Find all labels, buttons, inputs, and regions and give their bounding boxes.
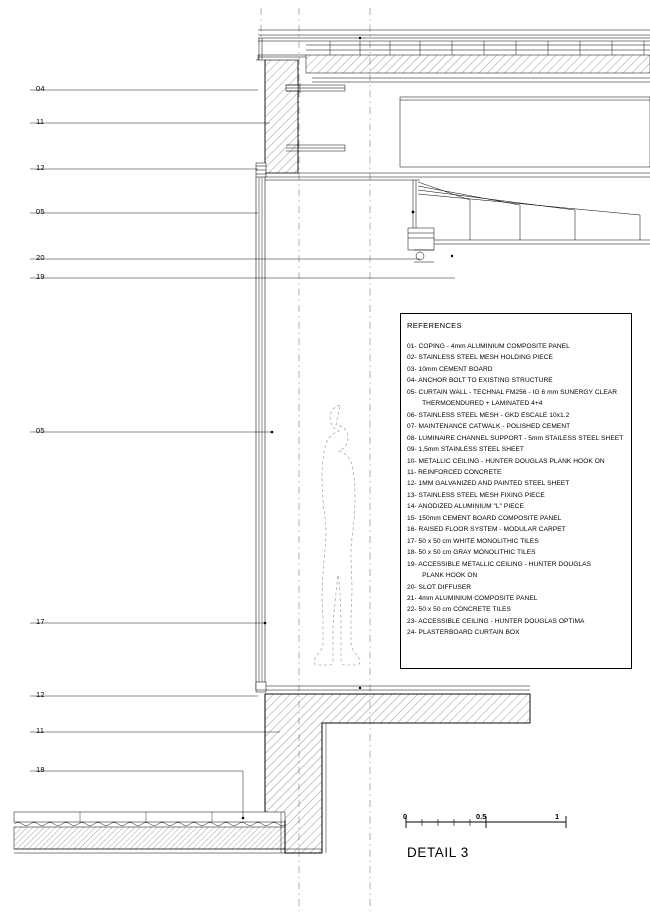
leader-label-12-top: 12 — [36, 163, 45, 172]
reference-item: 10- METALLIC CEILING - HUNTER DOUGLAS PLANK HOOK ON — [407, 457, 605, 465]
scale-bar-labels — [400, 812, 570, 824]
reference-item: 07- MAINTENANCE CATWALK - POLISHED CEMENT — [407, 423, 571, 431]
scale-label-1: 1 — [555, 812, 560, 821]
leader-label-11-top: 11 — [36, 117, 45, 126]
reference-item: 03- 10mm CEMENT BOARD — [407, 365, 493, 373]
leader-label-05-mid: 05 — [36, 426, 45, 435]
leader-label-11-bottom: 11 — [36, 726, 45, 735]
scale-label-0: 0 — [403, 812, 408, 821]
reference-item: 12- 1MM GALVANIZED AND PAINTED STEEL SHEET — [407, 480, 570, 488]
leader-label-18: 18 — [36, 765, 45, 774]
leader-label-05-top: 05 — [36, 207, 45, 216]
scale-label-half: 0.5 — [476, 812, 487, 821]
reference-item: 01- COPING - 4mm ALUMINIUM COMPOSITE PANEL — [407, 343, 570, 350]
leader-label-17: 17 — [36, 617, 45, 626]
leader-label-19: 19 — [36, 272, 45, 281]
reference-item: 06- STAINLESS STEEL MESH - GKD ESCALE 10x1.2 — [407, 411, 570, 419]
reference-item: 13- STAINLESS STEEL MESH FIXING PIECE — [407, 491, 545, 499]
reference-item: 22- 50 x 50 cm CONCRETE TILES — [407, 606, 511, 614]
reference-item: 08- LUMINAIRE CHANNEL SUPPORT - 5mm STAILESS STEEL SHEET — [407, 434, 624, 442]
reference-item: 21- 4mm ALUMINIUM COMPOSITE PANEL — [407, 594, 538, 602]
reference-item: 18- 50 x 50 cm GRAY MONOLITHIC TILES — [407, 549, 536, 557]
references-list — [407, 341, 625, 639]
reference-item: 09- 1,5mm STAINLESS STEEL SHEET — [407, 446, 524, 454]
reference-item: 04- ANCHOR BOLT TO EXISTING STRUCTURE — [407, 377, 553, 385]
leader-label-12-bottom: 12 — [36, 690, 45, 699]
reference-item: 11- REINFORCED CONCRETE — [407, 468, 502, 476]
reference-item: THERMOENDURED + LAMINATED 4+4 — [407, 400, 543, 408]
references-title: REFERENCES — [407, 321, 462, 330]
scale-bar — [400, 812, 570, 842]
drawing-title: DETAIL 3 — [407, 845, 469, 860]
reference-item: 20- SLOT DIFFUSER — [407, 583, 472, 591]
reference-item: 23- ACCESSIBLE CEILING - HUNTER DOUGLAS OPTIMA — [407, 617, 585, 625]
leader-label-04-top: 04 — [36, 84, 45, 93]
leader-label-20: 20 — [36, 253, 45, 262]
reference-item: 15- 150mm CEMENT BOARD COMPOSITE PANEL — [407, 514, 562, 522]
reference-item: 16- RAISED FLOOR SYSTEM - MODULAR CARPET — [407, 526, 566, 534]
reference-item: 24- PLASTERBOARD CURTAIN BOX — [407, 629, 520, 637]
reference-item: 05- CURTAIN WALL - TECHNAL FM256 - IG 6 mm SUNERGY CLEAR — [407, 388, 618, 396]
reference-item: PLANK HOOK ON — [407, 572, 478, 580]
reference-item: 14- ANODIZED ALUMINIUM "L" PIECE — [407, 503, 524, 511]
reference-item: 02- STAINLESS STEEL MESH HOLDING PIECE — [407, 354, 553, 362]
references-legend — [400, 313, 632, 669]
reference-item: 17- 50 x 50 cm WHITE MONOLITHIC TILES — [407, 537, 539, 545]
reference-item: 19- ACCESSIBLE METALLIC CEILING - HUNTER DOUGLAS — [407, 560, 592, 568]
